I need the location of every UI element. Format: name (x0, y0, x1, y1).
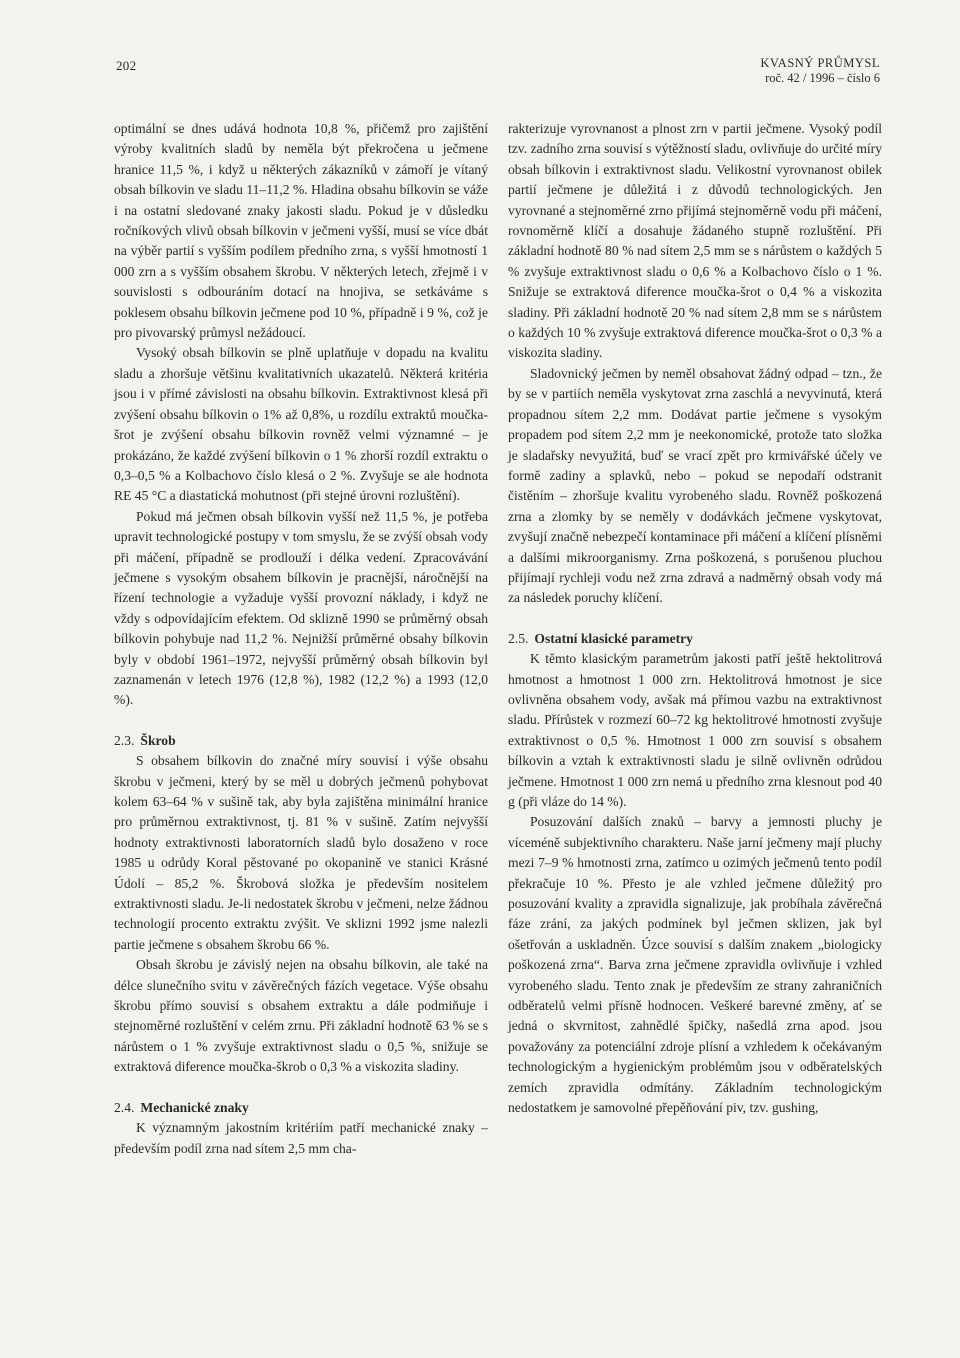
section-heading-2-3 (114, 731, 488, 751)
section-title: Ostatní klasické parametry (534, 630, 693, 646)
paragraph: K těmto klasickým parametrům jakosti patří ještě hektolitrová hmotnost a hmotnost 1 000 zrn. Hektolitrová hmotnost je sice ovlivněna obsahem vody, avšak má přímou vazbu na extraktivnost sladu. Přírůstek v rozmezí 60–72 kg hektolitrové hmotnosti zvyšuje extraktivnost o 0,5 %. Hmotnost 1 000 zrn souvisí s obsahem bílkovin a vztah k extraktivnosti sladu je silně ovlivněn odrůdou ječmene. Hmotnost 1 000 zrn nemá u předního zrna klesnout pod 40 g (při vláze do 14 %). (508, 651, 882, 809)
left-column (114, 119, 488, 1159)
journal-issue: roč. 42 / 1996 – číslo 6 (765, 71, 880, 85)
section-number: 2.5. (508, 630, 529, 646)
section-title: Mechanické znaky (140, 1099, 249, 1115)
section-heading-2-5 (508, 629, 882, 649)
paragraph: Pokud má ječmen obsah bílkovin vyšší než 11,5 %, je potřeba upravit technologické postupy v tom smyslu, že se zvýší obsah vody při máčení, případně se prodlouží i délka vedení. Zpracovávání ječmene s vysokým obsahem bílkovin je pracnější, náročnější na řízení technologie a vyžaduje vyšší provozní náklady, i když ne vždy s odpovídajícím efektem. Od sklizně 1990 se průměrný obsah bílkovin pohybuje nad 11,2 %. Nejnižší průměrné obsahy bílkovin byly v období 1961–1972, nejvyšší průměrný obsah bílkovin byl zaznamenán v letech 1976 (12,8 %), 1982 (12,2 %) a 1993 (12,0 %). (114, 508, 488, 708)
paragraph: S obsahem bílkovin do značné míry souvisí i výše obsahu škrobu v ječmeni, který by se měl u dobrých ječmenů pohybovat kolem 63–64 % v sušině tak, aby byla zajištěna minimální hranice pro průměrnou extraktivnost, tj. 81 % v sušině. Zatím nejvyšší hodnoty extraktivnosti laboratorních sladů bylo dosaženo v roce 1985 u odrůdy Koral pěstované po okopanině ve stanici Krásné Údolí – 85,2 %. Škrobová složka je především nositelem extraktivnosti sladu. Je-li nedostatek škrobu v ječmeni, nelze žádnou technologií procento extraktu zvýšit. Ve sklizni 1992 jsme nalezli partie ječmene s obsahem škrobu 66 %. (114, 753, 488, 952)
page-number: 202 (116, 58, 137, 73)
section-title: Škrob (140, 732, 176, 748)
paragraph: Vysoký obsah bílkovin se plně uplatňuje v dopadu na kvalitu sladu a zhoršuje většinu kvalitativních ukazatelů. Některá kritéria jsou i v přímé závislosti na obsahu bílkovin. Extraktivnost klesá při zvýšení obsahu bílkovin o 1% až 0,8%, u rozdílu extraktů moučka-šrot je zvýšení obsahu bílkovin rovněž velmi významné – je prokázáno, že každé zvýšení bílkovin o 1 % zhorší rozdíl extraktu o 0,3–0,5 % a Kolbachovo číslo klesá o 2 %. Zvyšuje se ale hodnota RE 45 °C a diastatická mohutnost (při stejné úrovni rozluštění). (114, 345, 488, 504)
paragraph: optimální se dnes udává hodnota 10,8 %, přičemž pro zajištění výroby kvalitních sladů by neměla být překročena u ječmene hranice 11,5 %, i když u některých zákazníků v zámoří je vítaný obsah bílkovin ve sladu 11–11,2 %. Hladina obsahu bílkovin se váže i na ostatní sledované znaky jakosti sladu. Pokud je v důsledku ročníkových vlivů obsah bílkovin v ječmeni vyšší, musí se více dbát na výběr partií s vyšším podílem předního zrna, s vyšší hmotností 1 000 zrn a s vyšším obsahem škrobu. V některých letech, zřejmě i v souvislosti s odbouráním dotací na hnojiva, se setkáváme s poklesem obsahu bílkovin ječmene pod 10 %, případně i 9 %, což je pro pivovarský průmysl nežádoucí. (114, 121, 488, 341)
paragraph: rakterizuje vyrovnanost a plnost zrn v partii ječmene. Vysoký podíl tzv. zadního zrna souvisí s výtěžností sladu, ovlivňuje do určité míry obsah bílkovin i extraktivnost sladu. Velikostní vyrovnanost obilek partií ječmene je důležitá i z důvodů technologických. Jen vyrovnané a stejnoměrné zrno přijímá stejnoměrně vodu při máčení, rovnoměrně klíčí a dosahuje žádaného stupně rozluštění. Při základní hodnotě 80 % nad sítem 2,5 mm se s nárůstem o každých 5 % zvyšuje extraktivnost sladu o 0,6 % a Kolbachovo číslo o 1 %. Snižuje se extraktová diference moučka-šrot o 0,4 % a viskozita sladiny. Při základní hodnotě 20 % nad sítem 2,8 mm se s nárůstem o každých 10 % zvyšuje extraktová diference moučka-šrot o 0,3 % a viskozita sladiny. (508, 121, 882, 361)
section-number: 2.3. (114, 732, 135, 748)
paragraph: Sladovnický ječmen by neměl obsahovat žádný odpad – tzn., že by se v partiích neměla vyskytovat zrna zaschlá a nevyvinutá, která propadnou sítem 2,2 mm. Dodávat partie ječmene s vysokým propadem pod sítem 2,2 mm je neekonomické, protože tato složka je sladařsky nevyužitá, buď se vrací zpět pro krmivářské účely ve formě zadiny a splavků, nebo – pokud se nepodaří odstranit čistěním – zhoršuje kvalitu vyrobeného sladu. Rovněž poškozená zrna a zlomky by se neměly v dodávkách ječmene vyskytovat, zvyšují značně nebezpečí kontaminace při máčení a klíčení plísněmi a dalšími mikroorganismy. Zrna poškozená, s porušenou pluchou přijímají rychleji vodu než zrna zdravá a nadměrný obsah vody má za následek poruchy klíčení. (508, 365, 882, 606)
section-number: 2.4. (114, 1099, 135, 1115)
paragraph: Obsah škrobu je závislý nejen na obsahu bílkovin, ale také na délce slunečního svitu v závěrečných fázích vegetace. Výše obsahu škrobu přímo souvisí s obsahem extraktu a dále podmiňuje i stejnoměrné rozluštění v celém zrnu. Při základní hodnotě 63 % se s nárůstem o 1 % zvyšuje extraktivnost sladu o 0,5 %, snižuje se extraktová diference moučka-škrob o 0,3 % a viskozita sladiny. (114, 957, 488, 1075)
section-heading-2-4 (114, 1098, 488, 1118)
right-column (508, 119, 882, 1119)
journal-header (760, 56, 880, 86)
journal-name: KVASNÝ PRŮMYSL (760, 56, 880, 70)
paragraph: Posuzování dalších znaků – barvy a jemnosti pluchy je víceméně subjektivního charakteru. Naše jarní ječmeny mají pluchy mezi 7–9 % hmotnosti zrna, zatímco u ozimých ječmenů tento podíl překračuje 10 %. Přesto je ale vzhled ječmene důležitý pro posuzování kvality a zpravidla signalizuje, jak probíhala závěrečná fáze zrání, za jakých podmínek byl ječmen sklizen, jak byl ošetřován a uskladněn. Úzce souvisí s dalším znakem „biologicky poškozená zrna“. Barva zrna ječmene zpravidla ovlivňuje i vzhled vyrobeného sladu. Tento znak je především ze strany zahraničních odběratelů velmi přísně hodnocen. Veškeré barevné změny, ať se jedná o skvrnitost, zahnědlé špičky, našedlá zrna apod. jsou považovány za potenciální zdroje plísní a vzhledem k očekávaným technologickým a hygienickým problémům jsou v odběratelských zemích zpravidla odmítány. Základním technologickým nedostatkem je samovolné přepěňování piv, tzv. gushing, (508, 814, 882, 1116)
paragraph: K významným jakostním kritériím patří mechanické znaky – především podíl zrna nad sítem 2,5 mm cha- (114, 1120, 488, 1156)
